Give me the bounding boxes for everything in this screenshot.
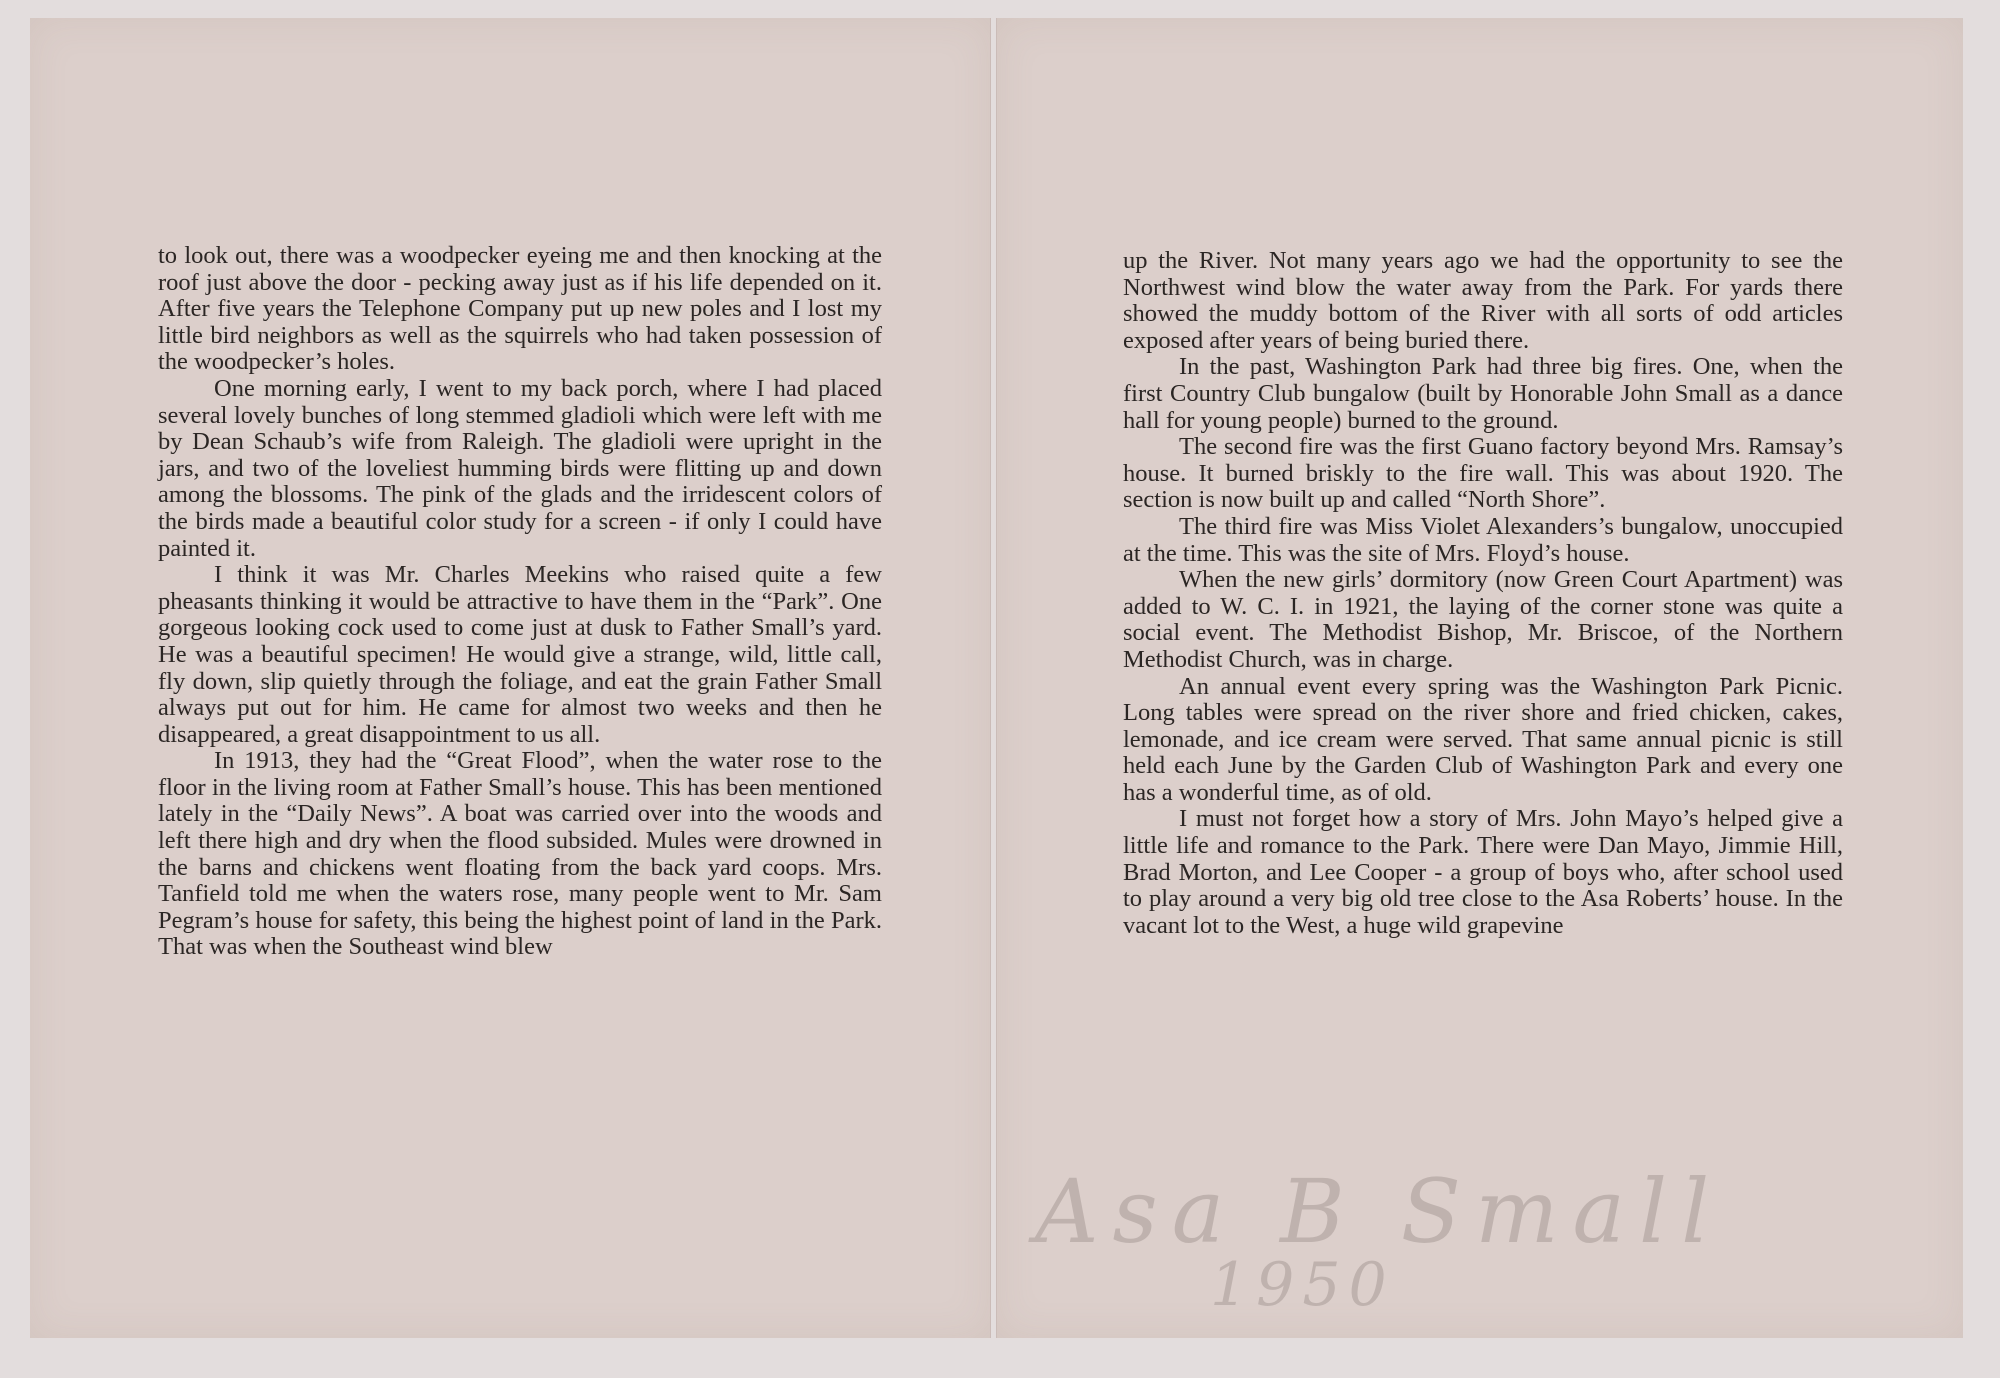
left-page — [30, 18, 991, 1338]
paragraph: One morning early, I went to my back porch, where I had placed several lovely bunches of long stemmed gladioli which were left with me by Dean Schaub’s wife from Raleigh. The gladioli were upright in the jars, and two of the loveliest humming birds were flitting up and down among the blossoms. The pink of the glads and the irridescent colors of the birds made a beautiful color study for a screen - if only I could have painted it. — [158, 374, 882, 562]
right-page-text — [1123, 248, 1843, 939]
paragraph: In 1913, they had the “Great Flood”, when the water rose to the floor in the living room at Father Small’s house. This has been mentioned lately in the “Daily News”. A boat was carried over into the woods and left there high and dry when the flood subsided. Mules were drowned in the barns and chickens went floating from the back yard coops. Mrs. Tanfield told me when the waters rose, many people went to Mr. Sam Pegram’s house for safety, this being the highest point of land in the Park. That was when the Southeast wind blew — [158, 747, 882, 961]
paragraph: An annual event every spring was the Washington Park Picnic. Long tables were spread on the river shore and fried chicken, cakes, lemonade, and ice cream were served. That same annual picnic is still held each June by the Garden Club of Washington Park and every one has a wonderful time, as of old. — [1123, 672, 1843, 806]
paragraph: The second fire was the first Guano factory beyond Mrs. Ramsay’s house. It burned briskly to the fire wall. This was about 1920. The section is now built up and called “North Shore”. — [1123, 433, 1843, 514]
paragraph: I think it was Mr. Charles Meekins who raised quite a few pheasants thinking it would be attractive to have them in the “Park”. One gorgeous looking cock used to come just at dusk to Father Small’s yard. He was a beautiful specimen! He would give a strange, wild, little call, fly down, slip quietly through the foliage, and eat the grain Father Small always put out for him. He came for almost two weeks and then he disappeared, a great disappointment to us all. — [158, 561, 882, 748]
right-page — [996, 18, 1963, 1338]
paragraph: up the River. Not many years ago we had the opportunity to see the Northwest wind blow the water away from the Park. For yards there showed the muddy bottom of the River with all sorts of odd articles exposed after years of being buried there. — [1123, 247, 1843, 354]
paragraph: I must not forget how a story of Mrs. John Mayo’s helped give a little life and romance to the Park. There were Dan Mayo, Jimmie Hill, Brad Morton, and Lee Cooper - a group of boys who, after school used to play around a very big old tree close to the Asa Roberts’ house. In the vacant lot to the West, a huge wild grapevine — [1123, 805, 1843, 939]
paragraph: In the past, Washington Park had three big fires. One, when the first Country Club bungalow (built by Honorable John Small as a dance hall for young people) burned to the ground. — [1123, 353, 1843, 434]
left-page-text — [158, 243, 882, 961]
handwritten-annotation-name: Asa B Small — [1035, 1160, 1724, 1263]
handwritten-annotation-year: 1950 — [1210, 1250, 1395, 1320]
paragraph: When the new girls’ dormitory (now Green Court Apartment) was added to W. C. I. in 1921, the laying of the corner stone was quite a social event. The Methodist Bishop, Mr. Briscoe, of the Northern Methodist Church, was in charge. — [1123, 566, 1843, 673]
paragraph: The third fire was Miss Violet Alexanders’s bungalow, unoccupied at the time. This was the site of Mrs. Floyd’s house. — [1123, 512, 1843, 567]
paragraph: to look out, there was a woodpecker eyeing me and then knocking at the roof just above the door - pecking away just as if his life depended on it. After five years the Telephone Company put up new poles and I lost my little bird neighbors as well as the squirrels who had taken possession of the woodpecker’s holes. — [158, 242, 882, 376]
